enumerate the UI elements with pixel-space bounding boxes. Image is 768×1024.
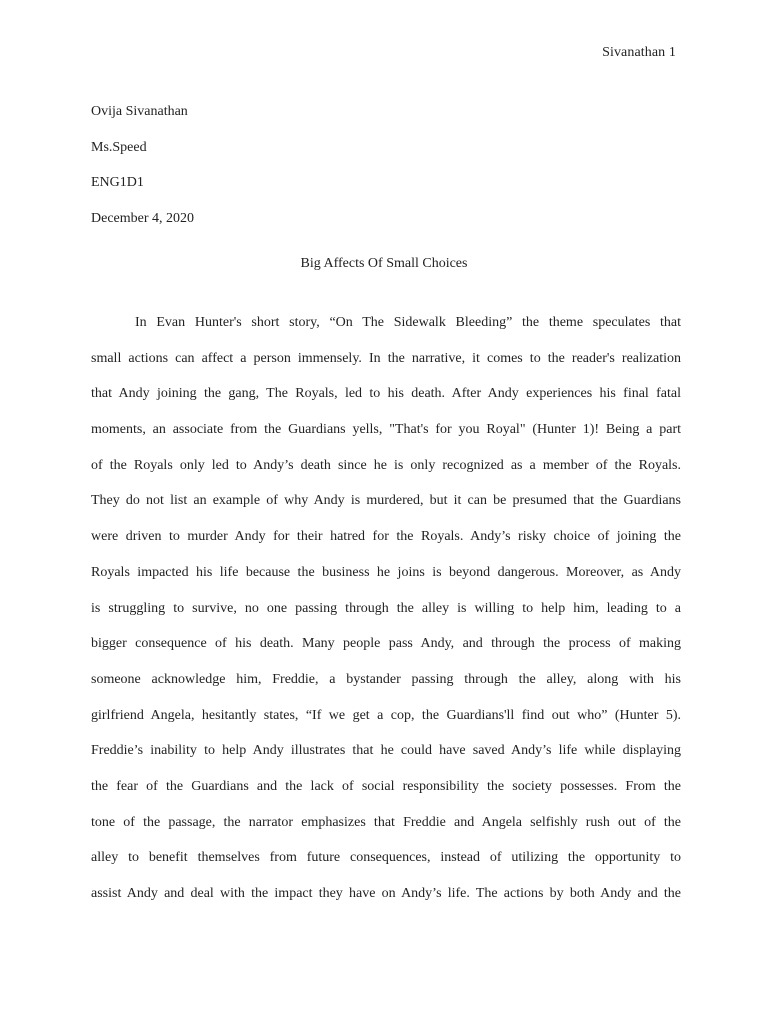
body-line: were driven to murder Andy for their hatred for the Royals. Andy’s risky choice of joining the xyxy=(91,529,681,545)
body-line: Royals impacted his life because the business he joins is beyond dangerous. Moreover, as Andy xyxy=(91,564,681,580)
body-line: In Evan Hunter's short story, “On The Sidewalk Bleeding” the theme speculates that xyxy=(135,315,681,330)
essay-date: December 4, 2020 xyxy=(91,210,195,226)
body-line: small actions can affect a person immensely. In the narrative, it comes to the reader's realization xyxy=(91,350,681,366)
body-line: the fear of the Guardians and the lack of social responsibility the society possesses. From the xyxy=(91,778,681,794)
body-line: assist Andy and deal with the impact they have on Andy’s life. The actions by both Andy and the xyxy=(91,886,681,901)
body-line: is struggling to survive, no one passing through the alley is willing to help him, leading to a xyxy=(91,600,681,616)
teacher-name: Ms.Speed xyxy=(91,139,147,155)
body-line: girlfriend Angela, hesitantly states, “If we get a cop, the Guardians'll find out who” (Hunter 5). xyxy=(91,707,681,723)
body-line: alley to benefit themselves from future consequences, instead of utilizing the opportunity to xyxy=(91,850,681,866)
body-line: someone acknowledge him, Freddie, a bystander passing through the alley, along with his xyxy=(91,671,681,687)
running-head: Sivanathan 1 xyxy=(602,45,676,60)
body-line: They do not list an example of why Andy is murdered, but it can be presumed that the Guardians xyxy=(91,493,681,509)
course-code: ENG1D1 xyxy=(91,175,144,190)
body-line: that Andy joining the gang, The Royals, led to his death. After Andy experiences his final fatal xyxy=(91,386,681,402)
body-line: of the Royals only led to Andy’s death since he is only recognized as a member of the Royals. xyxy=(91,457,681,473)
essay-title: Big Affects Of Small Choices xyxy=(300,256,468,271)
essay-body xyxy=(91,305,681,912)
body-line: bigger consequence of his death. Many people pass Andy, and through the process of making xyxy=(91,636,681,652)
student-name: Ovija Sivanathan xyxy=(91,104,188,119)
mla-heading xyxy=(91,94,194,236)
body-line: tone of the passage, the narrator emphasizes that Freddie and Angela selfishly rush out of the xyxy=(91,814,681,830)
body-line: moments, an associate from the Guardians yells, "That's for you Royal" (Hunter 1)! Being a part xyxy=(91,422,681,438)
body-line: Freddie’s inability to help Andy illustrates that he could have saved Andy’s life while displaying xyxy=(91,743,681,759)
